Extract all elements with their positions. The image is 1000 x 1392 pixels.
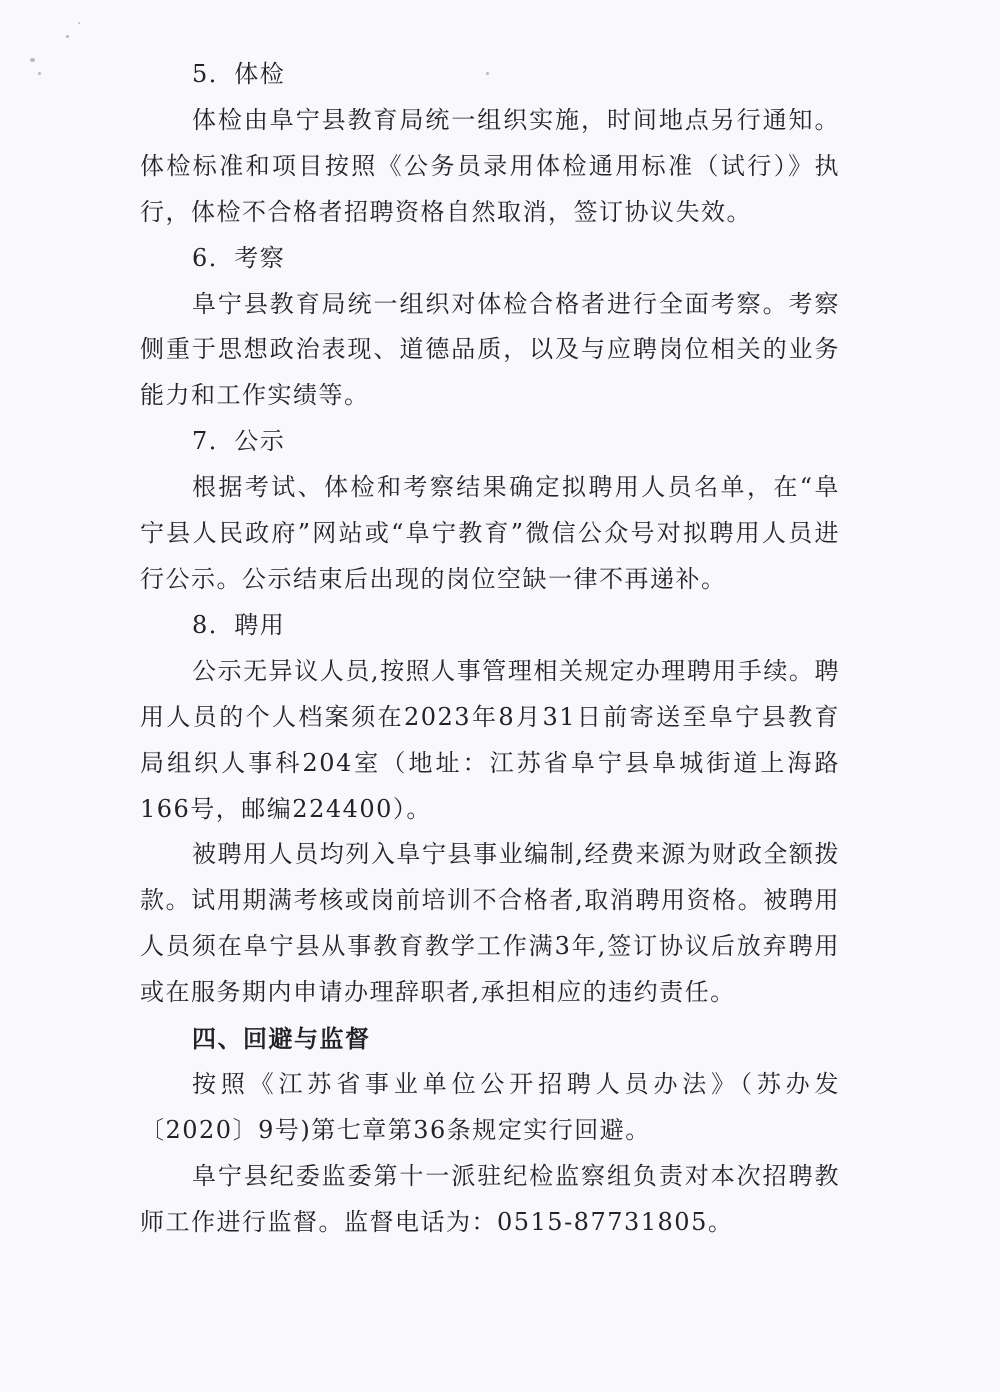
section-heading-inspection: 6．考察 [192,243,286,272]
scan-speck [78,22,80,24]
scan-speck [66,35,69,38]
paragraph-employment-terms: 被聘用人员均列入阜宁县事业编制,经费来源为财政全额拨款。试用期满考核或岗前培训不合格者,取消聘用资格。被聘用人员须在阜宁县从事教育教学工作满3年,签订协议后放弃聘用或在服务期内申请办理辞职者,承担相应的违约责任。 [140,840,840,1007]
paragraph-public-notice: 根据考试、体检和考察结果确定拟聘用人员名单，在“阜宁县人民政府”网站或“阜宁教育”微信公众号对拟聘用人员进行公示。公示结束后出现的岗位空缺一律不再递补。 [140,473,840,593]
section-heading-avoidance-supervision: 四、回避与监督 [192,1024,371,1054]
paragraph-physical-exam: 体检由阜宁县教育局统一组织实施，时间地点另行通知。体检标准和项目按照《公务员录用体检通用标准（试行）》执行，体检不合格者招聘资格自然取消，签订协议失效。 [140,105,840,226]
section-heading-employment: 8．聘用 [192,610,286,639]
paragraph-avoidance: 按照《江苏省事业单位公开招聘人员办法》（苏办发〔2020〕9号)第七章第36条规定实行回避。 [140,1069,840,1144]
scan-speck [30,58,35,62]
section-heading-public-notice: 7．公示 [192,427,286,456]
section-heading-physical-exam: 5．体检 [192,60,286,88]
document-body [140,52,840,1246]
paragraph-inspection: 阜宁县教育局统一组织对体检合格者进行全面考察。考察侧重于思想政治表现、道德品质，以及与应聘岗位相关的业务能力和工作实绩等。 [140,289,840,410]
paragraph-employment-procedure: 公示无异议人员,按照人事管理相关规定办理聘用手续。聘用人员的个人档案须在2023年8月31日前寄送至阜宁县教育局组织人事科204室（地址：江苏省阜宁县阜城街道上海路166号，邮编224400）。 [140,656,840,823]
paragraph-supervision: 阜宁县纪委监委第十一派驻纪检监察组负责对本次招聘教师工作进行监督。监督电话为：0515-87731805。 [140,1161,840,1236]
scan-speck [38,72,41,75]
